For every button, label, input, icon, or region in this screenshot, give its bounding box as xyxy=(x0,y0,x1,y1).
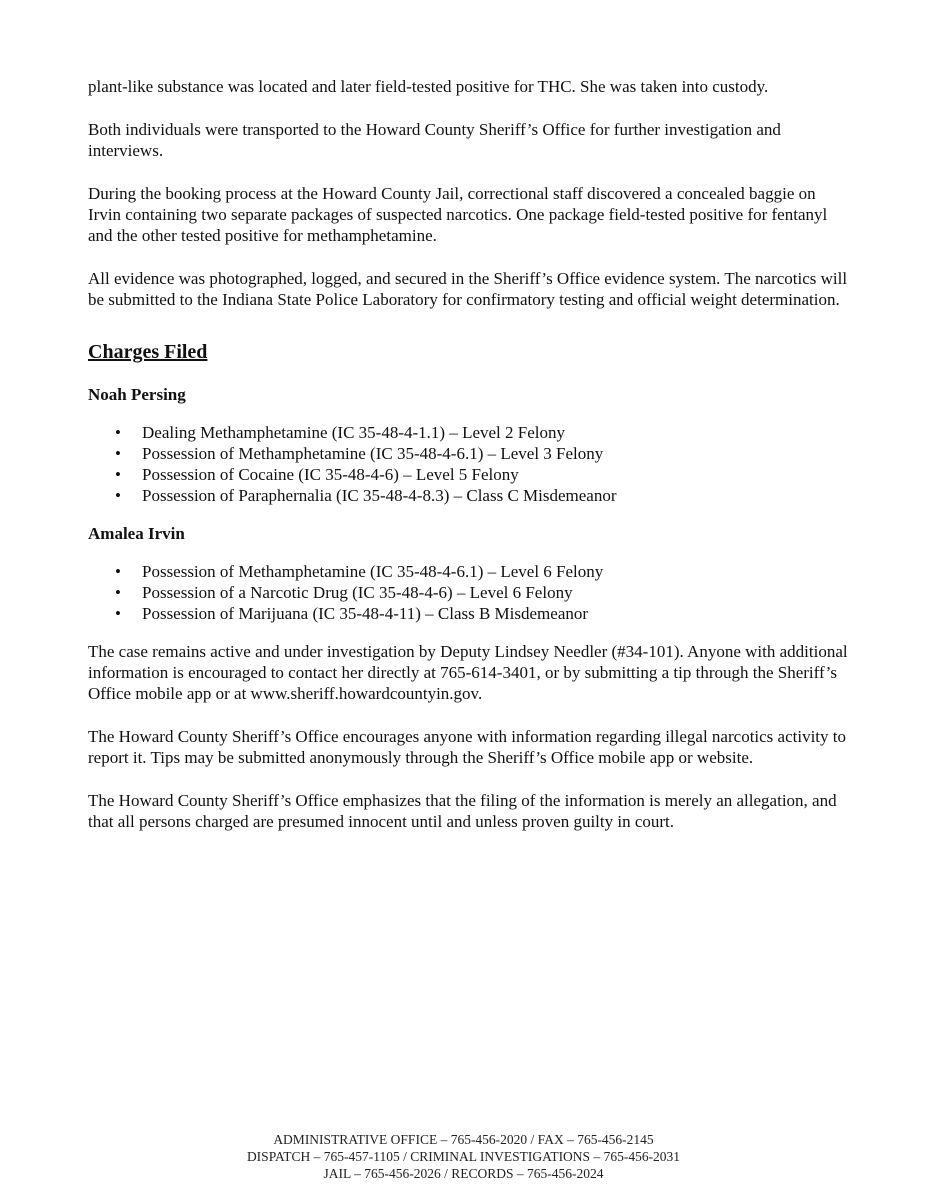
bullet-icon: • xyxy=(115,604,121,623)
bullet-icon: • xyxy=(115,583,121,602)
charge-item xyxy=(88,603,848,624)
charge-item xyxy=(88,464,848,485)
charge-text: Possession of Marijuana (IC 35-48-4-11) – Class B Misdemeanor xyxy=(142,604,589,623)
charge-text: Dealing Methamphetamine (IC 35-48-4-1.1) – Level 2 Felony xyxy=(142,423,565,442)
bullet-icon: • xyxy=(115,444,121,463)
page-footer xyxy=(0,1131,927,1182)
paragraph-transport: Both individuals were transported to the Howard County Sheriff’s Office for further investigation and interviews. xyxy=(88,120,781,160)
bullet-icon: • xyxy=(115,423,121,442)
charge-item xyxy=(88,443,848,464)
press-release-body xyxy=(88,76,848,854)
paragraph-thc-custody: plant-like substance was located and later field-tested positive for THC. She was taken into custody. xyxy=(88,77,769,96)
footer-line-jail: JAIL – 765-456-2026 / RECORDS – 765-456-2024 xyxy=(323,1166,604,1181)
paragraph-evidence: All evidence was photographed, logged, and secured in the Sheriff’s Office evidence system. The narcotics will be submitted to the Indiana State Police Laboratory for confirmatory testing and official weight determination. xyxy=(88,269,848,309)
charge-text: Possession of a Narcotic Drug (IC 35-48-4-6) – Level 6 Felony xyxy=(142,583,573,602)
charge-text: Possession of Methamphetamine (IC 35-48-4-6.1) – Level 6 Felony xyxy=(142,562,604,581)
charge-text: Possession of Paraphernalia (IC 35-48-4-8.3) – Class C Misdemeanor xyxy=(142,486,617,505)
charges-list-irvin xyxy=(88,561,848,624)
footer-line-admin: ADMINISTRATIVE OFFICE – 765-456-2020 / FAX – 765-456-2145 xyxy=(273,1132,654,1147)
paragraph-active-case: The case remains active and under investigation by Deputy Lindsey Needler (#34-101). Anyone with additional information is encouraged to contact her directly at 765-614-3401, or by submitting a tip through the Sheriff’s Office mobile app or at www.sheriff.howardcountyin.gov. xyxy=(88,642,848,703)
footer-line-dispatch: DISPATCH – 765-457-1105 / CRIMINAL INVESTIGATIONS – 765-456-2031 xyxy=(246,1149,681,1164)
charge-item xyxy=(88,422,848,443)
paragraph-presumed-innocent: The Howard County Sheriff’s Office emphasizes that the filing of the information is merely an allegation, and that all persons charged are presumed innocent until and unless proven guilty in court. xyxy=(88,791,837,831)
paragraph-booking: During the booking process at the Howard County Jail, correctional staff discovered a concealed baggie on Irvin containing two separate packages of suspected narcotics. One package field-tested positive for fentanyl and the other tested positive for methamphetamine. xyxy=(88,184,828,245)
bullet-icon: • xyxy=(115,486,121,505)
defendant-name-persing: Noah Persing xyxy=(88,385,186,404)
charge-item xyxy=(88,561,848,582)
bullet-icon: • xyxy=(115,562,121,581)
charge-text: Possession of Cocaine (IC 35-48-4-6) – Level 5 Felony xyxy=(142,465,519,484)
charge-text: Possession of Methamphetamine (IC 35-48-4-6.1) – Level 3 Felony xyxy=(142,444,604,463)
charges-list-persing xyxy=(88,422,848,506)
charges-filed-heading: Charges Filed xyxy=(88,341,208,363)
paragraph-tips: The Howard County Sheriff’s Office encourages anyone with information regarding illegal narcotics activity to report it. Tips may be submitted anonymously through the Sheriff’s Office mobile app or website. xyxy=(88,727,847,767)
bullet-icon: • xyxy=(115,465,121,484)
defendant-name-irvin: Amalea Irvin xyxy=(88,524,185,543)
charge-item xyxy=(88,485,848,506)
charge-item xyxy=(88,582,848,603)
